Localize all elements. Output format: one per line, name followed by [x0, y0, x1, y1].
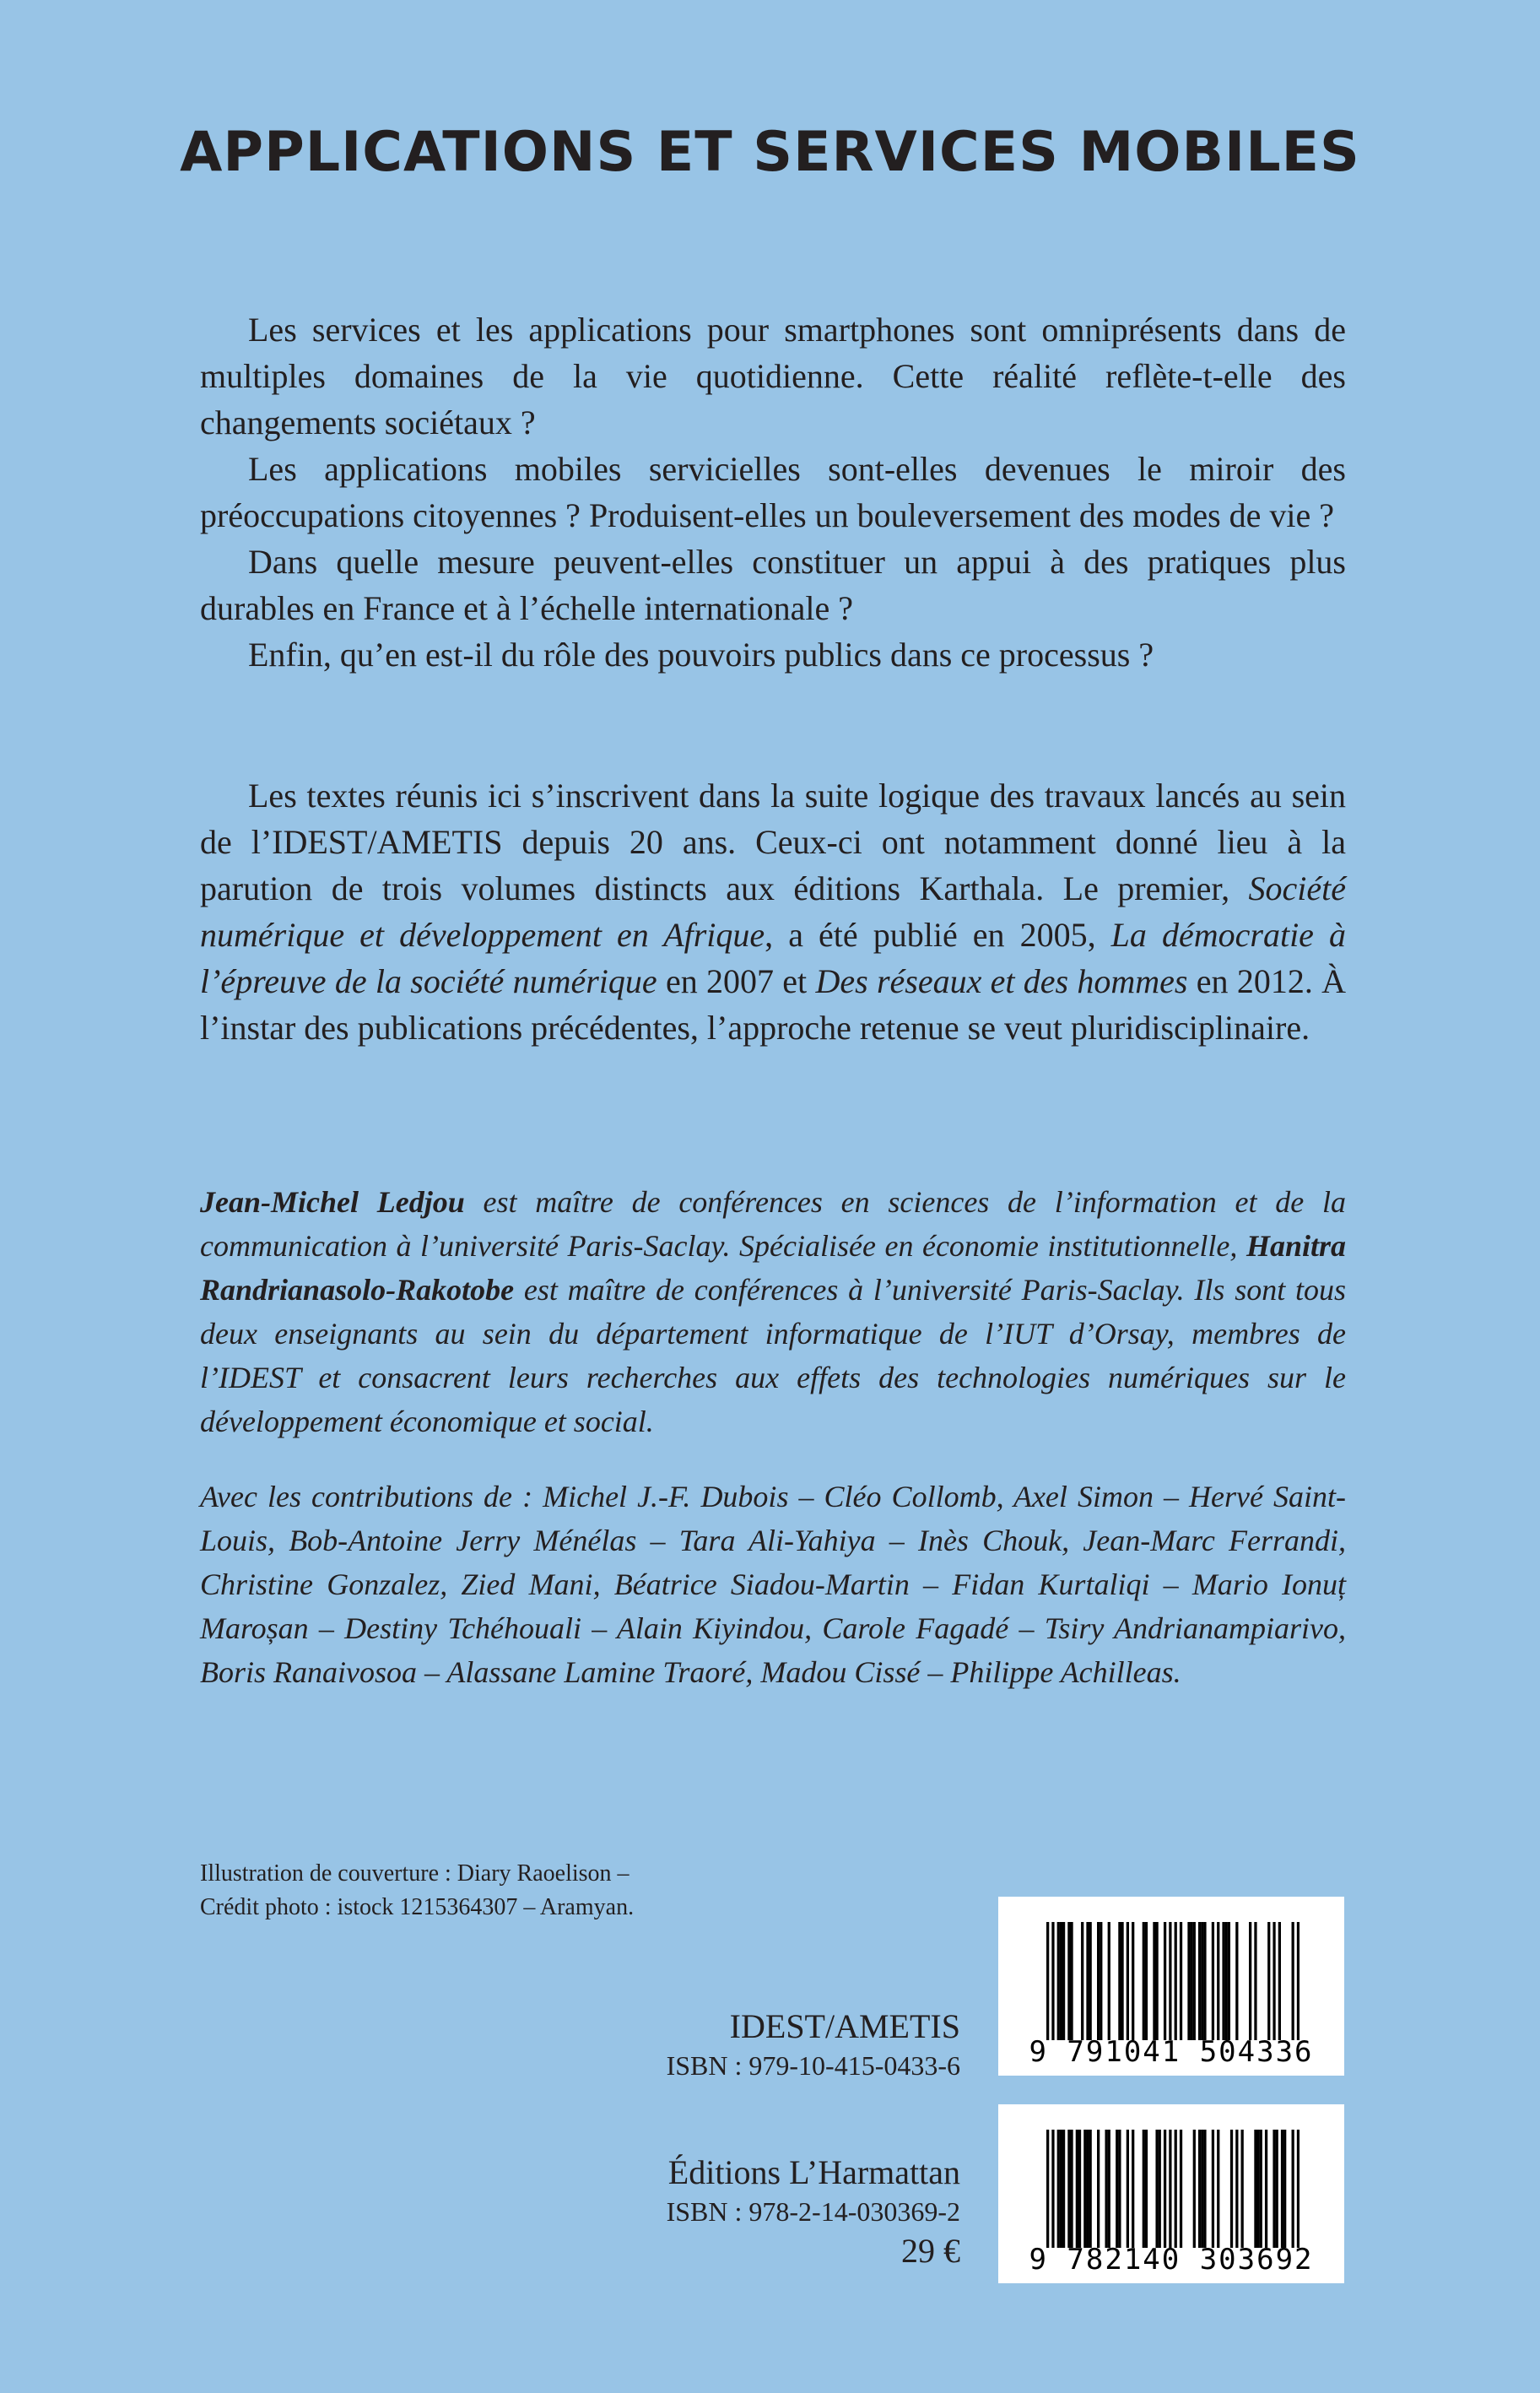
book-title-ref: Des réseaux et des hommes: [815, 962, 1188, 1000]
barcode-bar: [1105, 2130, 1107, 2248]
context-part: , a été publié en 2005,: [765, 916, 1111, 954]
barcode-bar: [1273, 1922, 1275, 2040]
book-title: APPLICATIONS ET SERVICES MOBILES: [180, 121, 1360, 184]
barcode-bar: [1143, 2130, 1145, 2248]
intro-paragraph: Les services et les applications pour smartphones sont omniprésents dans de multiples domaines de la vie quotidienne. Cette réalité reflète-t-elle des changements sociétaux ?: [200, 311, 1346, 441]
barcode-bar: [1057, 2130, 1060, 2248]
barcode-bar: [1062, 1922, 1065, 2040]
publisher-name: IDEST/AMETIS: [729, 2007, 960, 2045]
barcode-bar: [1254, 1922, 1256, 2040]
cover-credits: [200, 1857, 634, 1925]
barcode-bar: [1097, 1922, 1100, 2040]
barcode-bar: [1297, 2130, 1300, 2248]
barcode-bar: [1070, 2130, 1073, 2248]
barcode-bar: [1127, 2130, 1129, 2248]
publisher-block-idest: [370, 2006, 960, 2084]
barcode-bar: [1067, 1922, 1070, 2040]
book-title-ref: Société numérique et développement en Afrique: [200, 869, 1346, 954]
context-part: Les textes réunis ici s’inscrivent dans la suite logique des travaux lancés au sein de l’IDEST/AMETIS depuis 20 ans. Ceux-ci ont notamment donné lieu à la parution de trois volumes distincts aux éditions Karthala. Le premier,: [200, 777, 1346, 907]
barcode-bar: [1187, 1922, 1190, 2040]
barcode-bar: [1278, 1922, 1281, 2040]
barcode-bars: [1046, 2130, 1300, 2248]
isbn: ISBN : 979-10-415-0433-6: [666, 2050, 960, 2081]
barcode-bar: [1159, 2130, 1161, 2248]
authors-bio: [200, 1180, 1346, 1443]
barcode-bar: [1046, 2130, 1049, 2248]
barcode-bar: [1265, 2130, 1267, 2248]
barcode-bar: [1222, 1922, 1224, 2040]
illustration-credit: Illustration de couverture : Diary Raoelison –: [200, 1860, 630, 1887]
barcode-bar: [1164, 2130, 1166, 2248]
barcode-bar: [1132, 1922, 1134, 2040]
barcode-bar: [1076, 2130, 1078, 2248]
barcode-bar: [1281, 2130, 1283, 2248]
barcode-bar: [1198, 1922, 1201, 2040]
barcode-bar: [1267, 1922, 1270, 2040]
barcode-bar: [1097, 2130, 1100, 2248]
barcode-bar: [1191, 1922, 1193, 2040]
barcode-bar: [1212, 1922, 1214, 2040]
bio-text: est maître de conférences en sciences de l’information et de la communication à l’université Paris-Saclay. Spécialisée en économie institutionnelle,: [200, 1185, 1346, 1263]
barcode-bar: [1175, 2130, 1177, 2248]
barcode-bar: [1155, 1922, 1158, 2040]
publisher-name: Éditions L’Harmattan: [667, 2153, 960, 2191]
barcode-bar: [1297, 1922, 1300, 2040]
intro-text: [200, 306, 1346, 678]
barcode-harmattan: [998, 2104, 1344, 2283]
context-text: [200, 772, 1346, 1051]
barcode-bar: [1198, 2130, 1201, 2248]
barcode-bar: [1203, 1922, 1206, 2040]
barcode-bar: [1292, 2130, 1294, 2248]
barcode-bar: [1086, 1922, 1089, 2040]
barcode-bar: [1217, 2130, 1219, 2248]
barcode-bar: [1201, 1922, 1203, 2040]
barcode-number: 9 791041 504336: [1029, 2035, 1314, 2069]
context-part: en 2012. À l’instar des publications précédentes, l’approche retenue se veut pluridisciplinaire.: [200, 962, 1347, 1047]
isbn: ISBN : 978-2-14-030369-2: [666, 2196, 960, 2227]
barcode-bar: [1145, 1922, 1148, 2040]
barcode-bar: [1155, 2130, 1158, 2248]
barcode-bar: [1203, 2130, 1206, 2248]
barcode-bar: [1225, 1922, 1228, 2040]
barcode-bar: [1083, 2130, 1086, 2248]
barcode-bar: [1230, 2130, 1233, 2248]
barcode-bar: [1070, 1922, 1073, 2040]
barcode-bar: [1046, 1922, 1049, 2040]
barcode-bar: [1276, 2130, 1278, 2248]
context-part: en 2007 et: [657, 962, 816, 1000]
price: 29 €: [901, 2232, 960, 2270]
barcode-bar: [1193, 2130, 1196, 2248]
barcode-bar: [1193, 1922, 1196, 2040]
barcode-bar: [1067, 2130, 1070, 2248]
barcode-bar: [1260, 2130, 1262, 2248]
barcode-bar: [1062, 2130, 1065, 2248]
publisher-block-harmattan: [370, 2152, 960, 2272]
barcode-bar: [1180, 1922, 1182, 2040]
book-title-ref: La démocratie à l’épreuve de la société numérique: [200, 916, 1347, 1000]
barcode-bar: [1051, 2130, 1054, 2248]
contributions-text: Avec les contributions de : Michel J.-F. Dubois – Cléo Collomb, Axel Simon – Hervé Saint-Louis, Bob-Antoine Jerry Ménélas – Tara Ali-Yahiya – Inès Chouk, Jean-Marc Ferrandi, Christine Gonzalez, Zied Mani, Béatrice Siadou-Martin – Fidan Kurtaliqi – Mario Ionuț Maroșan – Destiny Tchéhouali – Alain Kiyindou, Carole Fagadé – Tsiry Andrianampiarivo, Boris Ranaivosoa – Alassane Lamine Traoré, Madou Cissé – Philippe Achilleas.: [200, 1480, 1346, 1689]
barcode-bars: [1046, 1922, 1300, 2040]
barcode-bar: [1081, 1922, 1083, 2040]
barcode-bar: [1127, 1922, 1129, 2040]
barcode-bar: [1051, 1922, 1054, 2040]
barcode-bar: [1175, 1922, 1177, 2040]
barcode-bar: [1108, 1922, 1110, 2040]
context-paragraph: [200, 772, 1346, 1051]
photo-credit: Crédit photo : istock 1215364307 – Aramyan.: [200, 1894, 635, 1920]
barcode-bar: [1118, 1922, 1121, 2040]
barcode-bar: [1143, 1922, 1145, 2040]
barcode-bar: [1089, 1922, 1092, 2040]
barcode-bar: [1060, 1922, 1062, 2040]
barcode-bar: [1201, 2130, 1203, 2248]
barcode-bar: [1228, 1922, 1230, 2040]
author-name: Hanitra Randrianasolo-Rakotobe: [200, 1229, 1346, 1307]
barcode-bar: [1235, 1922, 1238, 2040]
barcode-bar: [1241, 2130, 1244, 2248]
bio-paragraph: [200, 1180, 1346, 1443]
barcode-bar: [1100, 1922, 1102, 2040]
barcode-idest: [998, 1897, 1344, 2076]
intro-paragraph: Dans quelle mesure peuvent-elles constituer un appui à des pratiques plus durables en France et à l’échelle internationale ?: [200, 543, 1346, 627]
barcode-bar: [1217, 1922, 1219, 2040]
barcode-bar: [1212, 2130, 1214, 2248]
barcode-bar: [1254, 2130, 1256, 2248]
barcode-bar: [1086, 2130, 1089, 2248]
barcode-bar: [1078, 2130, 1081, 2248]
barcode-bar: [1180, 2130, 1182, 2248]
bio-text: est maître de conférences à l’université Paris-Saclay. Ils sont tous deux enseignants au sein du département informatique de l’IUT d’Orsay, membres de l’IDEST et consacrent leurs recherches aux effets des technologies numériques sur le développement économique et social.: [200, 1273, 1346, 1438]
barcode-number: 9 782140 303692: [1029, 2243, 1314, 2277]
barcode-bar: [1164, 1922, 1166, 2040]
intro-paragraph: Enfin, qu’en est-il du rôle des pouvoirs publics dans ce processus ?: [248, 636, 1154, 674]
barcode-bar: [1121, 1922, 1123, 2040]
barcode-bar: [1249, 1922, 1251, 2040]
barcode-bar: [1060, 2130, 1062, 2248]
barcode-bar: [1145, 2130, 1148, 2248]
intro-paragraph: Les applications mobiles servicielles sont-elles devenues le miroir des préoccupations citoyennes ? Produisent-elles un bouleversement des modes de vie ?: [200, 450, 1346, 534]
barcode-bar: [1153, 1922, 1155, 2040]
barcode-bar: [1169, 1922, 1171, 2040]
barcode-bar: [1116, 2130, 1118, 2248]
barcode-bar: [1169, 2130, 1171, 2248]
barcode-bar: [1283, 2130, 1286, 2248]
contributions: [200, 1475, 1346, 1694]
author-name: Jean-Michel Ledjou: [200, 1185, 465, 1219]
barcode-bar: [1256, 2130, 1259, 2248]
barcode-bar: [1118, 2130, 1121, 2248]
barcode-bar: [1108, 2130, 1110, 2248]
barcode-bar: [1132, 2130, 1134, 2248]
barcode-bar: [1089, 2130, 1092, 2248]
barcode-bar: [1057, 1922, 1060, 2040]
barcode-bar: [1292, 1922, 1294, 2040]
barcode-bar: [1273, 2130, 1275, 2248]
barcode-bar: [1235, 2130, 1238, 2248]
